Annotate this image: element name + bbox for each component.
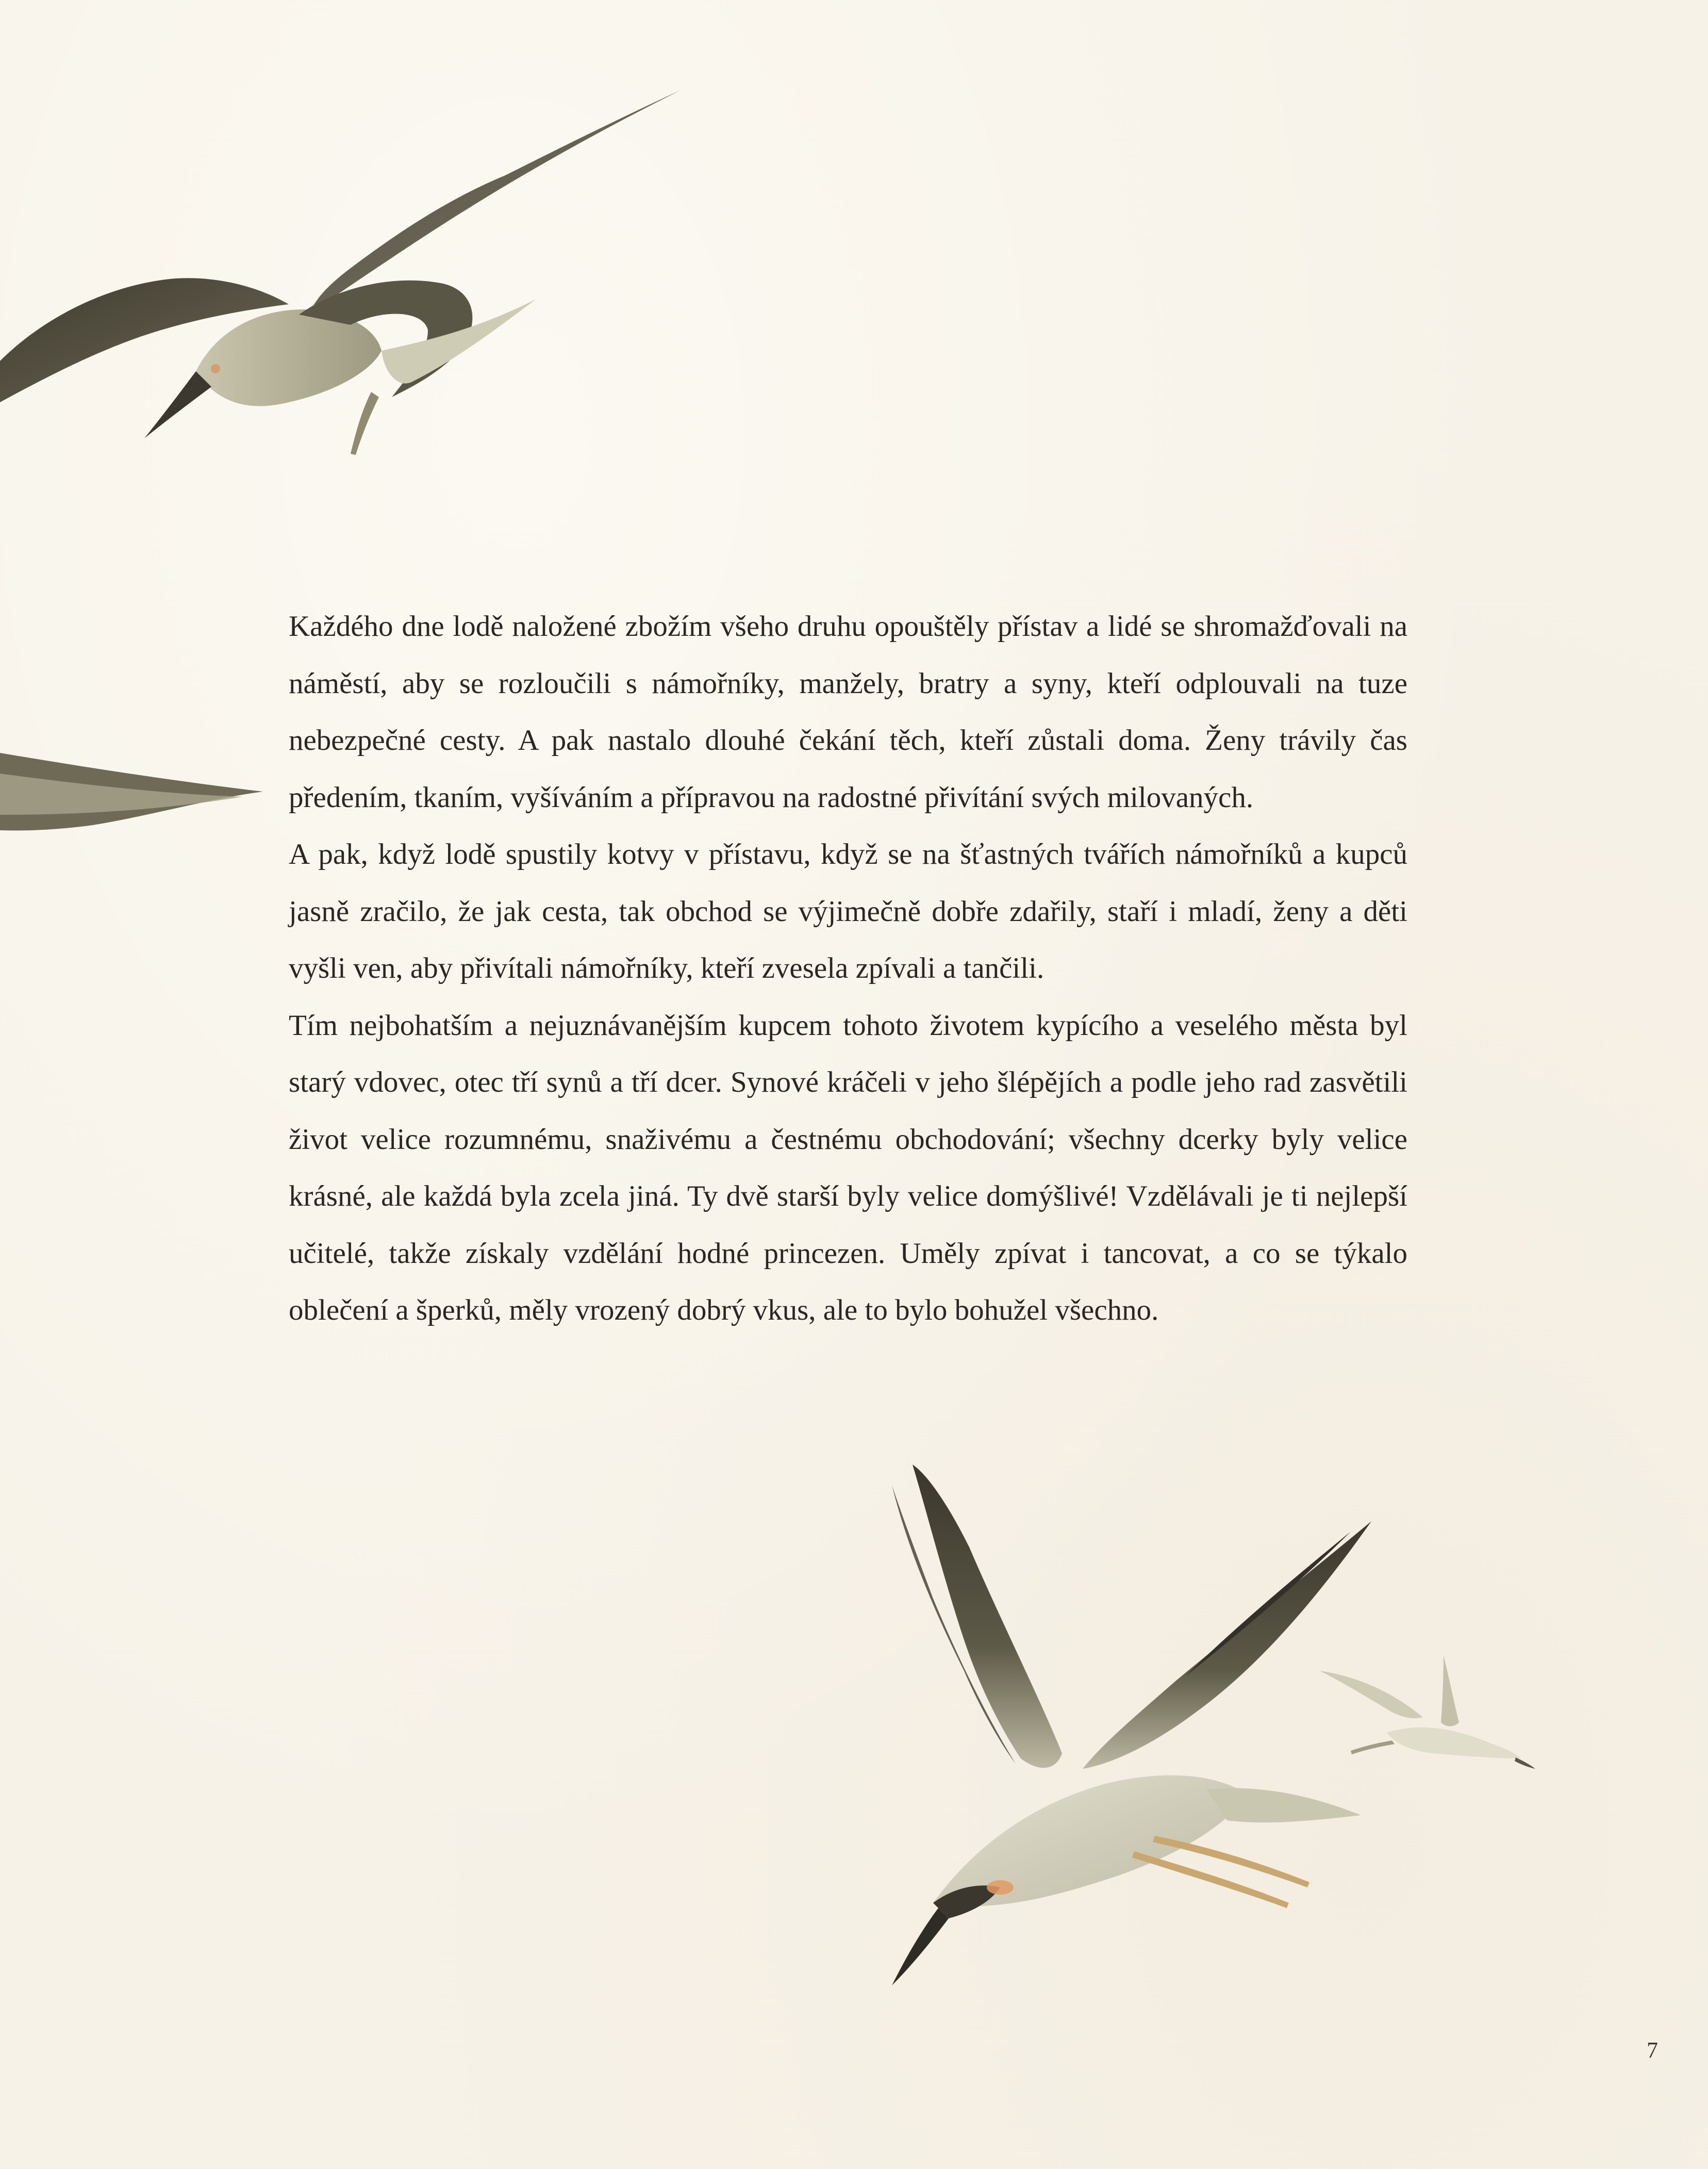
paragraph-2: A pak, když lodě spustily kotvy v přístavu, když se na šťastných tvářích námořníků a kupců jasně zračilo, že jak cesta, tak obchod se výjimečně dobře zdařily, staří i mladí, ženy a děti vyšli ven, aby přivítali námořníky, kteří zvesela zpívali a tančili. [289, 838, 1407, 984]
seagull-bottom-small-icon [1309, 1655, 1536, 1774]
seagull-wing-left-icon [0, 743, 289, 835]
paragraph-1: Každého dne lodě naložené zbožím všeho druhu opouštěly přístav a lidé se shromažďovali na náměstí, aby se rozloučili s námořníky, manžely, bratry a syny, kteří odplouvali na tuze nebezpečné cesty. A pak nastalo dlouhé čekání těch, kteří zůstali doma. Ženy trávily čas předením, tkaním, vyšíváním a přípravou na radostné přivítání svých milovaných. [289, 610, 1407, 814]
seagull-top-icon [0, 83, 701, 474]
story-text [289, 598, 1407, 1339]
paragraph-3: Tím nejbohatším a nejuznávanějším kupcem tohoto životem kypícího a veselého města byl starý vdovec, otec tří synů a tří dcer. Synové kráčeli v jeho šlépějích a podle jeho rad zasvětili život velice rozumnému, snaživému a čestnému obchodování; všechny dcerky byly velice krásné, ale každá byla zcela jiná. Ty dvě starší byly velice domýšlivé! Vzdělávali je ti nejlepší učitelé, takže získaly vzdělání hodné princezen. Uměly zpívat i tancovat, a co se týkalo oblečení a šperků, měly vrozený dobrý vkus, ale to bylo bohužel všechno. [289, 1009, 1407, 1326]
page-number: 7 [1647, 2037, 1658, 2063]
